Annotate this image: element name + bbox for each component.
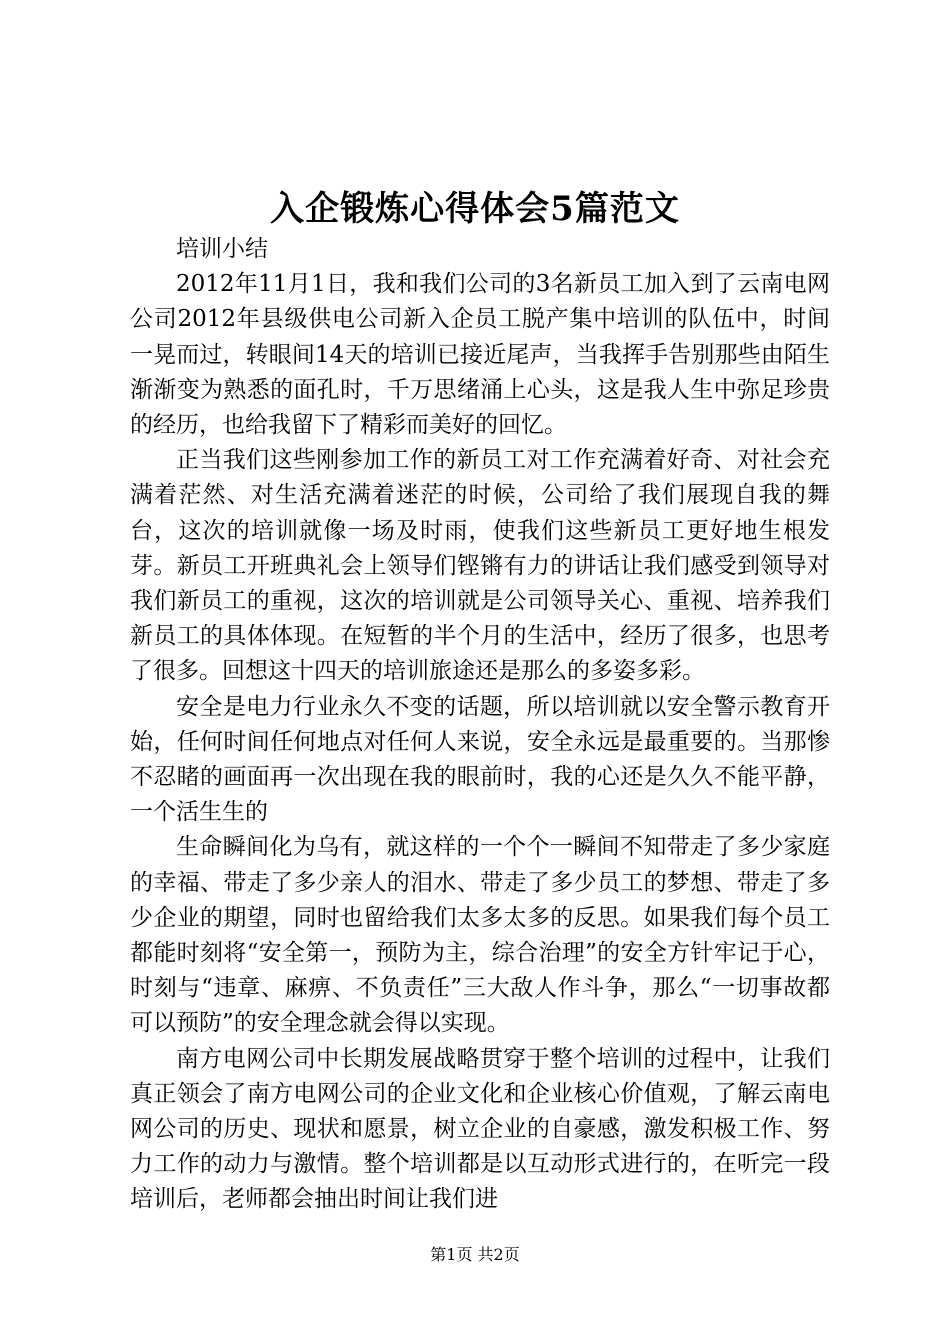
document-body	[130, 232, 830, 1218]
paragraph: 南方电网公司中长期发展战略贯穿于整个培训的过程中，让我们真正领会了南方电网公司的企业文化和企业核心价值观，了解云南电网公司的历史、现状和愿景，树立企业的自豪感，激发积极工作、努力工作的动力与激情。整个培训都是以互动形式进行的，在听完一段培训后，老师都会抽出时间让我们进	[130, 1045, 830, 1213]
paragraph: 安全是电力行业永久不变的话题，所以培训就以安全警示教育开始，任何时间任何地点对任何人来说，安全永远是最重要的。当那惨不忍睹的画面再一次出现在我的眼前时，我的心还是久久不能平静，一个活生生的	[130, 693, 830, 826]
paragraph: 生命瞬间化为乌有，就这样的一个个一瞬间不知带走了多少家庭的幸福、带走了多少亲人的泪水、带走了多少员工的梦想、带走了多少企业的期望，同时也留给我们太多太多的反思。如果我们每个员工都能时刻将“安全第一，预防为主，综合治理”的安全方针牢记于心，时刻与“违章、麻痹、不负责任”三大敌人作斗争，那么“一切事故都可以预防”的安全理念就会得以实现。	[130, 834, 830, 1037]
paragraph-heading: 培训小结	[176, 236, 268, 262]
paragraph: 正当我们这些刚参加工作的新员工对工作充满着好奇、对社会充满着茫然、对生活充满着迷茫的时候，公司给了我们展现自我的舞台，这次的培训就像一场及时雨，使我们这些新员工更好地生根发芽。新员工开班典礼会上领导们铿锵有力的讲话让我们感受到领导对我们新员工的重视，这次的培训就是公司领导关心、重视、培养我们新员工的具体体现。在短暂的半个月的生活中，经历了很多，也思考了很多。回想这十四天的培训旅途还是那么的多姿多彩。	[130, 447, 830, 685]
page-footer: 第1页 共2页	[430, 1245, 520, 1264]
paragraph: 2012年11月1日，我和我们公司的3名新员工加入到了云南电网公司2012年县级供电公司新入企员工脱产集中培训的队伍中，时间一晃而过，转眼间14天的培训已接近尾声，当我挥手告别那些由陌生渐渐变为熟悉的面孔时，千万思绪涌上心头，这是我人生中弥足珍贵的经历，也给我留下了精彩而美好的回忆。	[130, 271, 830, 439]
document-title: 入企锻炼心得体会5篇范文	[270, 189, 680, 229]
